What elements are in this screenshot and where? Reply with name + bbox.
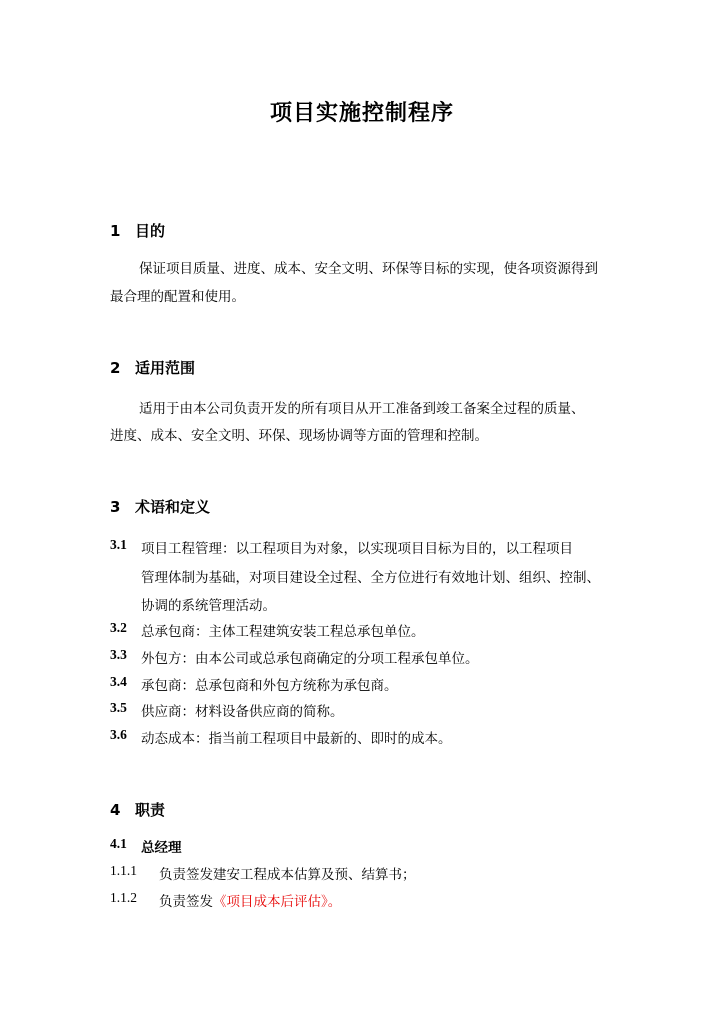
item-text: 总承包商：主体工程建筑安装工程总承包单位。 bbox=[141, 624, 425, 640]
subsection-heading bbox=[110, 836, 630, 856]
item-text: 动态成本：指当前工程项目中最新的、即时的成本。 bbox=[141, 731, 452, 747]
item-number: 1.1.2 bbox=[110, 890, 137, 905]
section-number: 1 bbox=[110, 222, 121, 240]
section-1-heading bbox=[110, 220, 165, 241]
item-text-line: 管理体制为基础，对项目建设全过程、全方位进行有效地计划、组织、控制、 bbox=[141, 570, 600, 586]
page-title: 项目实施控制程序 bbox=[269, 101, 454, 126]
section-number: 2 bbox=[110, 359, 121, 377]
section-3-heading bbox=[110, 496, 210, 517]
definition-item bbox=[110, 620, 630, 640]
duty-item bbox=[110, 890, 630, 910]
section-1-paragraph-line: 最合理的配置和使用。 bbox=[110, 289, 245, 305]
item-text: 负责签发建安工程成本估算及预、结算书； bbox=[159, 867, 416, 883]
item-text: 外包方：由本公司或总承包商确定的分项工程承包单位。 bbox=[141, 651, 479, 667]
definition-item bbox=[110, 674, 630, 694]
subsection-title: 总经理 bbox=[141, 840, 182, 856]
definition-item bbox=[110, 537, 630, 557]
definition-item bbox=[110, 727, 630, 747]
section-2-paragraph-line: 进度、成本、安全文明、环保、现场协调等方面的管理和控制。 bbox=[110, 428, 488, 444]
definition-item bbox=[110, 700, 630, 720]
section-2-paragraph-line: 适用于由本公司负责开发的所有项目从开工准备到竣工备案全过程的质量、 bbox=[139, 401, 585, 417]
section-title: 适用范围 bbox=[135, 359, 196, 377]
item-text: 承包商：总承包商和外包方统称为承包商。 bbox=[141, 678, 398, 694]
item-number: 3.5 bbox=[110, 700, 127, 715]
item-number: 1.1.1 bbox=[110, 863, 137, 878]
item-text-line: 项目工程管理：以工程项目为对象，以实现项目目标为目的，以工程项目 bbox=[141, 541, 573, 557]
item-number: 3.2 bbox=[110, 620, 127, 635]
item-text-prefix: 负责签发 bbox=[159, 894, 213, 910]
item-number: 3.3 bbox=[110, 647, 127, 662]
item-number: 3.4 bbox=[110, 674, 127, 689]
item-text-line: 协调的系统管理活动。 bbox=[141, 598, 276, 614]
duty-item bbox=[110, 863, 630, 883]
item-number: 3.6 bbox=[110, 727, 127, 742]
section-1-paragraph-line: 保证项目质量、进度、成本、安全文明、环保等目标的实现，使各项资源得到 bbox=[139, 261, 598, 277]
definition-item bbox=[110, 647, 630, 667]
item-number: 3.1 bbox=[110, 537, 127, 552]
section-number: 3 bbox=[110, 498, 121, 516]
section-4-heading bbox=[110, 799, 165, 820]
section-title: 术语和定义 bbox=[135, 498, 211, 516]
item-text: 供应商：材料设备供应商的简称。 bbox=[141, 704, 344, 720]
section-title: 职责 bbox=[135, 801, 166, 819]
subsection-number: 4.1 bbox=[110, 836, 127, 851]
section-title: 目的 bbox=[135, 222, 166, 240]
section-2-heading bbox=[110, 357, 195, 378]
document-reference-link: 《项目成本后评估》。 bbox=[213, 894, 342, 910]
section-number: 4 bbox=[110, 801, 121, 819]
item-text bbox=[159, 890, 341, 910]
